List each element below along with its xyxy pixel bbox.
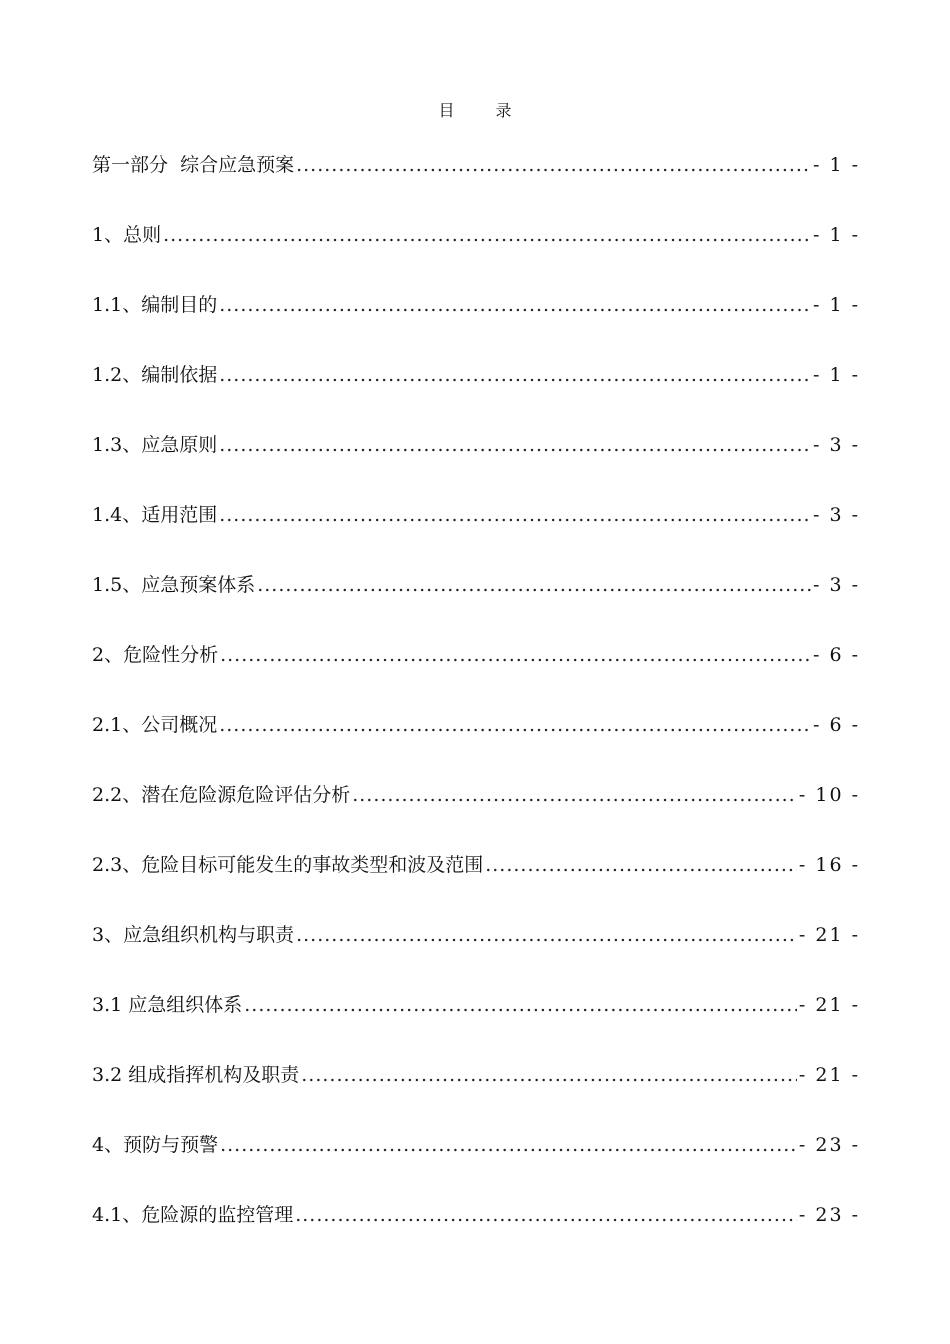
toc-dot-leader [295,1200,797,1230]
toc-entry[interactable] [92,430,860,500]
toc-dot-leader [301,1060,797,1090]
toc-entry-page: - 3 - [812,504,860,526]
toc-dot-leader [219,360,811,390]
toc-entry-label: 1、总则 [92,224,162,246]
toc-dot-leader [219,430,811,460]
toc-dot-leader [219,290,811,320]
toc-entry[interactable] [92,920,860,990]
toc-entry-page: - 23 - [798,1134,860,1156]
toc-entry[interactable] [92,150,860,220]
toc-dot-leader [257,570,811,600]
toc-entry-page: - 6 - [812,644,860,666]
toc-entry-page: - 21 - [798,924,860,946]
toc-entry-page: - 1 - [812,364,860,386]
toc-entry-label: 2.3、危险目标可能发生的事故类型和波及范围 [92,854,484,876]
toc-entry-page: - 10 - [798,784,860,806]
toc-entry-label: 3.1 应急组织体系 [92,994,243,1016]
toc-list [92,150,860,1270]
toc-entry-label: 第一部分 综合应急预案 [92,154,295,176]
toc-entry[interactable] [92,290,860,360]
toc-dot-leader [296,150,811,180]
toc-entry-label: 2、危险性分析 [92,644,219,666]
toc-entry-page: - 16 - [798,854,860,876]
toc-entry-page: - 23 - [798,1204,860,1226]
toc-dot-leader [485,850,797,880]
toc-entry[interactable] [92,1060,860,1130]
toc-entry[interactable] [92,710,860,780]
toc-dot-leader [352,780,797,810]
toc-entry-label: 3.2 组成指挥机构及职责 [92,1064,300,1086]
toc-entry-label: 1.4、适用范围 [92,504,218,526]
toc-entry[interactable] [92,1130,860,1200]
toc-entry[interactable] [92,220,860,290]
toc-dot-leader [219,710,811,740]
toc-entry[interactable] [92,570,860,640]
toc-entry[interactable] [92,360,860,430]
toc-entry-label: 4.1、危险源的监控管理 [92,1204,294,1226]
toc-dot-leader [163,220,811,250]
toc-dot-leader [220,640,811,670]
toc-dot-leader [296,920,797,950]
toc-title: 目 录 [438,101,530,120]
toc-entry-page: - 21 - [798,1064,860,1086]
toc-entry-label: 1.5、应急预案体系 [92,574,256,596]
toc-entry-label: 4、预防与预警 [92,1134,219,1156]
toc-entry-page: - 6 - [812,714,860,736]
toc-entry-label: 1.1、编制目的 [92,294,218,316]
toc-entry-page: - 1 - [812,224,860,246]
toc-entry[interactable] [92,640,860,710]
toc-entry-label: 3、应急组织机构与职责 [92,924,295,946]
toc-entry-label: 2.2、潜在危险源危险评估分析 [92,784,351,806]
toc-entry-label: 1.2、编制依据 [92,364,218,386]
toc-entry-label: 2.1、公司概况 [92,714,218,736]
toc-entry[interactable] [92,990,860,1060]
toc-entry[interactable] [92,1200,860,1270]
toc-entry-label: 1.3、应急原则 [92,434,218,456]
toc-entry-page: - 3 - [812,574,860,596]
toc-entry[interactable] [92,500,860,570]
toc-dot-leader [220,1130,797,1160]
toc-entry-page: - 3 - [812,434,860,456]
toc-dot-leader [219,500,811,530]
toc-dot-leader [244,990,797,1020]
toc-entry[interactable] [92,780,860,850]
toc-entry-page: - 1 - [812,294,860,316]
toc-entry-page: - 21 - [798,994,860,1016]
toc-entry[interactable] [92,850,860,920]
toc-entry-page: - 1 - [812,154,860,176]
